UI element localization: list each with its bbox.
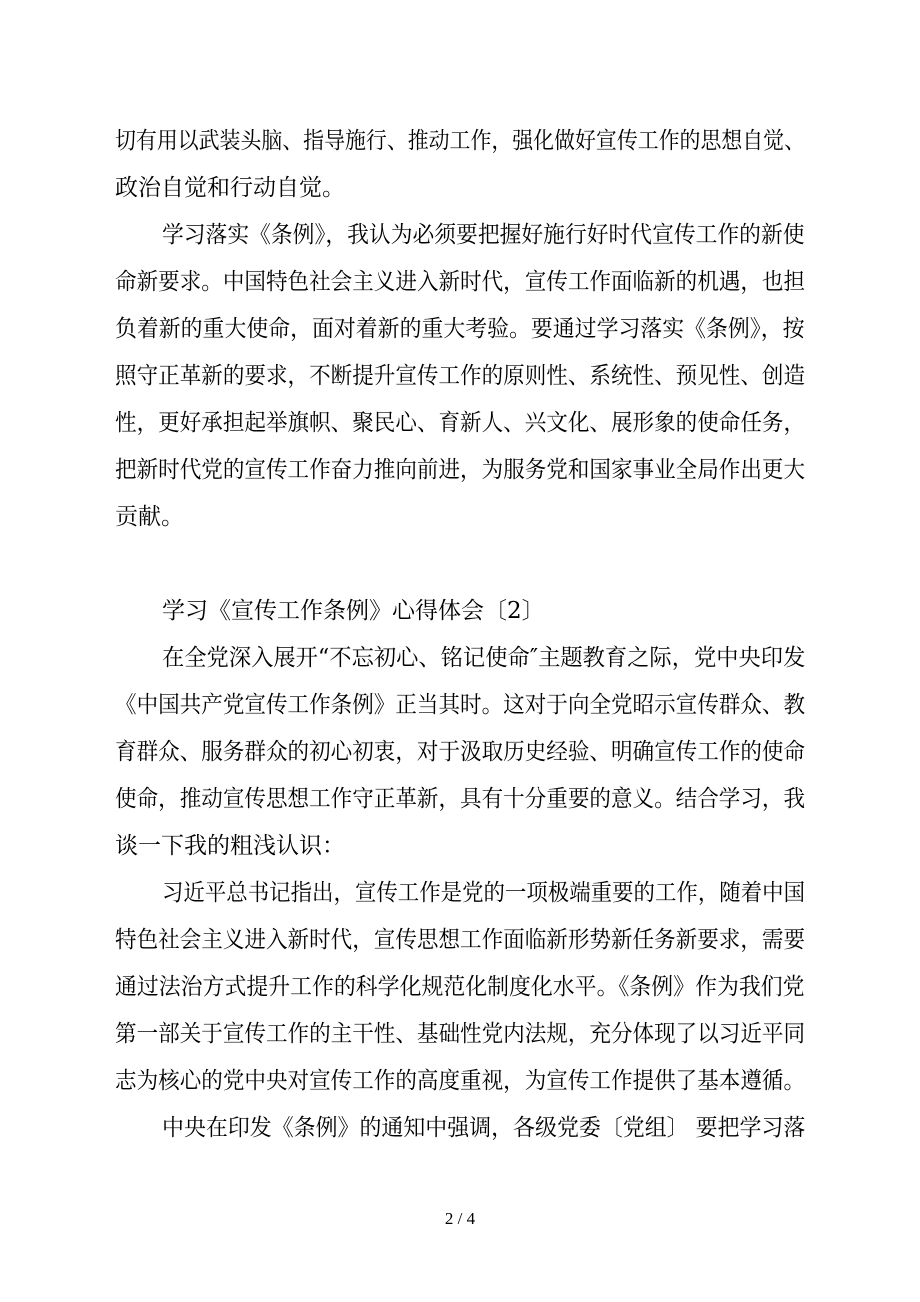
page-number: 2 / 4 bbox=[444, 1209, 476, 1228]
text-line-3: 学习落实《条例》，我认为必须要把握好施行好时代宣传工作的新使 bbox=[162, 222, 805, 248]
text-line-2: 政治自觉和行动自觉。 bbox=[115, 175, 345, 201]
text-line-12: 《中国共产党宣传工作条例》正当其时。这对于向全党昭示宣传群众、教 bbox=[115, 692, 805, 718]
text-line-1: 切有用以武装头脑、指导施行、推动工作，强化做好宣传工作的思想自觉、 bbox=[115, 128, 805, 154]
text-line-20: 志为核心的党中央对宣传工作的高度重视，为宣传工作提供了基本遵循。 bbox=[115, 1068, 805, 1094]
text-line-9: 贡献。 bbox=[115, 504, 184, 530]
text-line-17: 特色社会主义进入新时代，宣传思想工作面临新形势新任务新要求，需要 bbox=[115, 927, 805, 953]
text-line-21: 中央在印发《条例》的通知中强调，各级党委〔党组〕 要把学习落 bbox=[162, 1115, 806, 1141]
text-line-19: 第一部关于宣传工作的主干性、基础性党内法规，充分体现了以习近平同 bbox=[115, 1021, 805, 1047]
section-heading: 学习《宣传工作条例》心得体会〔2〕 bbox=[162, 598, 545, 624]
text-line-7: 性，更好承担起举旗帜、聚民心、育新人、兴文化、展形象的使命任务， bbox=[115, 410, 805, 436]
text-line-16: 习近平总书记指出，宣传工作是党的一项极端重要的工作，随着中国 bbox=[162, 880, 805, 906]
text-line-11: 在全党深入展开“不忘初心、铭记使命″主题教育之际，党中央印发 bbox=[162, 645, 806, 671]
text-line-6: 照守正革新的要求，不断提升宣传工作的原则性、系统性、预见性、创造 bbox=[115, 363, 805, 389]
text-line-14: 使命，推动宣传思想工作守正革新，具有十分重要的意义。结合学习，我 bbox=[115, 786, 805, 812]
text-line-13: 育群众、服务群众的初心初衷，对于汲取历史经验、明确宣传工作的使命 bbox=[115, 739, 805, 765]
text-line-15: 谈一下我的粗浅认识： bbox=[115, 833, 345, 859]
text-line-5: 负着新的重大使命，面对着新的重大考验。要通过学习落实《条例》，按 bbox=[115, 316, 805, 342]
text-line-18: 通过法治方式提升工作的科学化规范化制度化水平。《条例》作为我们党 bbox=[115, 974, 805, 1000]
text-line-4: 命新要求。中国特色社会主义进入新时代，宣传工作面临新的机遇，也担 bbox=[115, 269, 805, 295]
text-line-8: 把新时代党的宣传工作奋力推向前进，为服务党和国家事业全局作出更大 bbox=[115, 457, 805, 483]
